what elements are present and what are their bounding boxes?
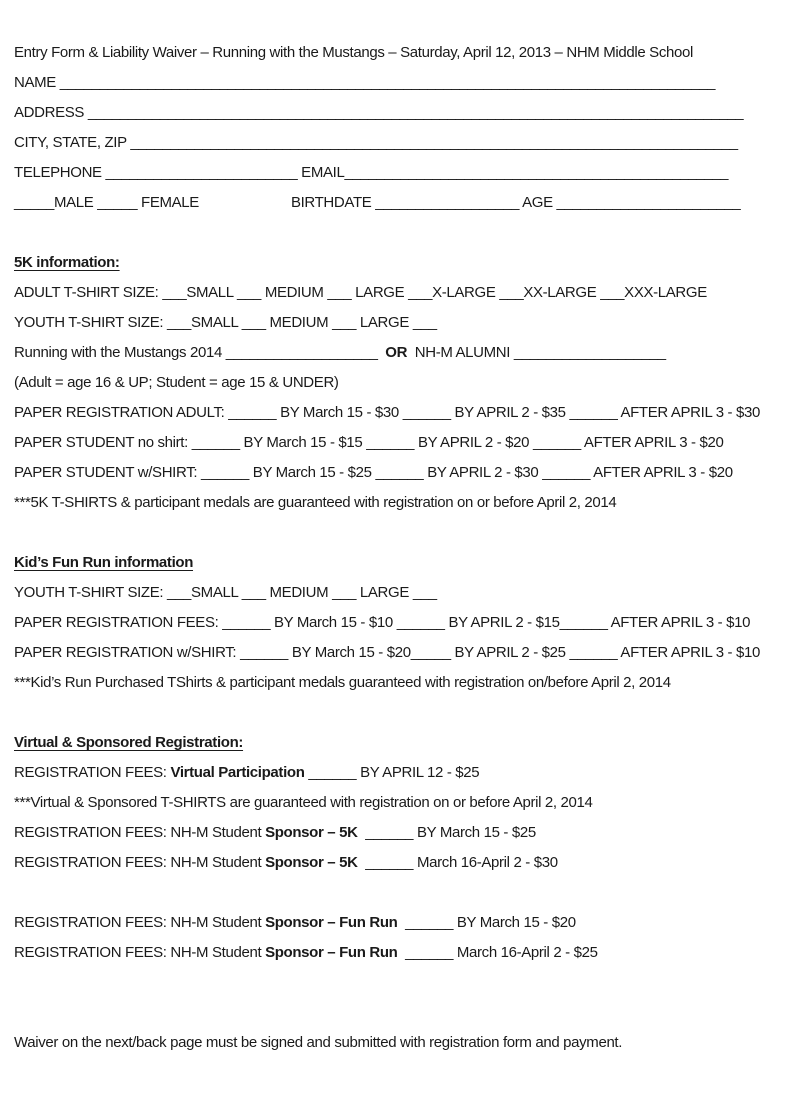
- age-blank: _______________________: [556, 194, 741, 211]
- fee-option: BY March 15 - $20: [453, 914, 576, 931]
- fee-blank: ______: [559, 614, 608, 631]
- size-option-x-large: X-LARGE: [432, 284, 500, 301]
- virtual-participation-label: Virtual Participation: [170, 764, 305, 781]
- kids-fun-run-heading-text: Kid’s Fun Run information: [14, 554, 194, 571]
- fee-option: BY March 15 - $25: [413, 824, 536, 841]
- mustangs-or-alumni-row: [14, 338, 772, 368]
- fee-blank: _____: [410, 644, 451, 661]
- sponsor-funrun-late-row: [14, 938, 772, 968]
- fee-option: AFTER APRIL 3 - $10: [617, 644, 760, 661]
- size-option-medium: MEDIUM: [261, 284, 328, 301]
- fee-blank: ______: [569, 404, 618, 421]
- fee-blank: ______: [365, 824, 414, 841]
- fee-blank: ______: [222, 614, 271, 631]
- fee-label: PAPER REGISTRATION ADULT:: [14, 404, 229, 421]
- telephone-label: TELEPHONE: [14, 164, 106, 181]
- fee-blank: ______: [405, 914, 454, 931]
- fee-blank: ______: [240, 644, 289, 661]
- adult-tshirt-size-row: [14, 278, 772, 308]
- size-blank: ___: [241, 314, 266, 331]
- fee-blank: ______: [191, 434, 240, 451]
- size-blank: ___: [412, 584, 437, 601]
- size-blank: ___: [237, 284, 261, 301]
- kids-guarantee-note: [14, 668, 772, 698]
- 5k-information-heading: [14, 248, 772, 278]
- fee-label: PAPER REGISTRATION FEES:: [14, 614, 223, 631]
- note-text: ***Virtual & Sponsored T-SHIRTS are guaranteed with registration on or before April 2, 2014: [14, 794, 593, 811]
- telephone-email-row: [14, 158, 772, 188]
- fee-option: BY March 15 - $10: [270, 614, 397, 631]
- sponsor-funrun-early-row: [14, 908, 772, 938]
- size-option-medium: MEDIUM: [265, 584, 333, 601]
- fee-blank: ______: [228, 404, 277, 421]
- fee-option: March 16-April 2 - $30: [413, 854, 558, 871]
- note-text: ***Kid’s Run Purchased TShirts & participant medals guaranteed with registration on/before April 2, 2014: [14, 674, 671, 691]
- fee-blank: ______: [532, 434, 581, 451]
- title-line: Entry Form & Liability Waiver – Running with the Mustangs – Saturday, April 12, 2013 – NHM Middle School: [14, 44, 693, 61]
- mustangs-2014-blank: ___________________: [225, 344, 378, 361]
- size-option-xxx-large: XXX-LARGE: [624, 284, 707, 301]
- youth-tshirt-size-row-5k: [14, 308, 772, 338]
- size-blank: ___: [408, 284, 433, 301]
- fee-blank: ______: [308, 764, 357, 781]
- fee-blank: ______: [542, 464, 591, 481]
- fee-option: BY March 15 - $25: [248, 464, 376, 481]
- sponsor-5k-label: Sponsor – 5K: [265, 824, 358, 841]
- fee-option: AFTER APRIL 3 - $20: [580, 434, 724, 451]
- nhm-alumni-blank: ___________________: [513, 344, 666, 361]
- name-label: NAME: [14, 74, 60, 91]
- size-option-small: SMALL: [186, 284, 238, 301]
- paper-registration-adult-row: [14, 398, 772, 428]
- size-blank: ___: [412, 314, 437, 331]
- fee-blank: ______: [402, 404, 451, 421]
- fee-blank: ______: [405, 944, 454, 961]
- youth-tshirt-size-row-kids: [14, 578, 772, 608]
- spacer-text: [397, 914, 405, 931]
- age-definition-row: [14, 368, 772, 398]
- address-row: [14, 98, 772, 128]
- spacer-text: [397, 944, 405, 961]
- size-option-xx-large: XX-LARGE: [523, 284, 601, 301]
- size-option-medium: MEDIUM: [265, 314, 333, 331]
- paper-student-shirt-row: [14, 458, 772, 488]
- fee-label: REGISTRATION FEES:: [14, 764, 171, 781]
- male-label: MALE: [53, 194, 98, 211]
- section-gap: [14, 518, 772, 548]
- city-state-zip-blank: ____________________________________________________________________________: [130, 134, 738, 151]
- section-gap: [14, 878, 772, 908]
- fee-option: BY APRIL 2 - $20: [414, 434, 533, 451]
- fee-option: March 16-April 2 - $25: [453, 944, 598, 961]
- size-blank: ___: [167, 584, 192, 601]
- address-blank: __________________________________________________________________________________: [87, 104, 744, 121]
- size-blank: ___: [332, 314, 357, 331]
- email-label: EMAIL: [297, 164, 345, 181]
- youth-tshirt-size-label: YOUTH T-SHIRT SIZE:: [14, 584, 168, 601]
- female-label: FEMALE: [137, 194, 199, 211]
- name-row: [14, 68, 772, 98]
- size-blank: ___: [499, 284, 524, 301]
- size-blank: ___: [162, 284, 187, 301]
- fee-option: BY March 15 - $30: [276, 404, 403, 421]
- size-blank: ___: [600, 284, 625, 301]
- city-state-zip-row: [14, 128, 772, 158]
- fee-label: REGISTRATION FEES: NH-M Student: [14, 944, 266, 961]
- 5k-guarantee-note: [14, 488, 772, 518]
- youth-tshirt-size-label: YOUTH T-SHIRT SIZE:: [14, 314, 168, 331]
- fee-option: BY APRIL 2 - $15: [444, 614, 560, 631]
- email-blank: ________________________________________________: [344, 164, 729, 181]
- fee-blank: ______: [366, 434, 415, 451]
- name-blank: __________________________________________________________________________________: [59, 74, 716, 91]
- sponsor-5k-late-row: [14, 848, 772, 878]
- size-blank: ___: [167, 314, 192, 331]
- or-label: OR: [385, 344, 408, 361]
- size-option-large: LARGE: [356, 584, 413, 601]
- fee-label: PAPER STUDENT no shirt:: [14, 434, 192, 451]
- fee-label: PAPER REGISTRATION w/SHIRT:: [14, 644, 241, 661]
- age-label: AGE: [519, 194, 557, 211]
- size-blank: ___: [332, 584, 357, 601]
- telephone-blank: ________________________: [105, 164, 298, 181]
- fee-label: REGISTRATION FEES: NH-M Student: [14, 914, 266, 931]
- sponsor-5k-label: Sponsor – 5K: [265, 854, 358, 871]
- size-blank: ___: [327, 284, 352, 301]
- nhm-alumni-label: NH-M ALUMNI: [407, 344, 514, 361]
- fee-blank: ______: [569, 644, 618, 661]
- section-gap: [14, 218, 772, 248]
- address-label: ADDRESS: [14, 104, 88, 121]
- fee-option: AFTER APRIL 3 - $30: [617, 404, 760, 421]
- fee-option: BY APRIL 2 - $35: [450, 404, 570, 421]
- section-gap: [14, 968, 772, 1028]
- sponsor-fun-run-label: Sponsor – Fun Run: [265, 944, 398, 961]
- age-definition-text: (Adult = age 16 & UP; Student = age 15 & UNDER): [14, 374, 339, 391]
- fee-blank: ______: [201, 464, 249, 481]
- birthdate-label: BIRTHDATE: [290, 194, 376, 211]
- fee-label: REGISTRATION FEES: NH-M Student: [14, 824, 266, 841]
- city-state-zip-label: CITY, STATE, ZIP: [14, 134, 131, 151]
- virtual-participation-row: [14, 758, 772, 788]
- waiver-note-row: [14, 1028, 772, 1058]
- sponsor-fun-run-label: Sponsor – Fun Run: [265, 914, 398, 931]
- fee-option: BY APRIL 12 - $25: [356, 764, 480, 781]
- fee-blank: ______: [396, 614, 445, 631]
- waiver-note-text: Waiver on the next/back page must be signed and submitted with registration form and payment.: [14, 1034, 623, 1051]
- size-option-small: SMALL: [191, 584, 242, 601]
- mustangs-2014-label: Running with the Mustangs 2014: [14, 344, 226, 361]
- fee-label: REGISTRATION FEES: NH-M Student: [14, 854, 266, 871]
- size-blank: ___: [241, 584, 266, 601]
- fee-option: AFTER APRIL 3 - $20: [590, 464, 733, 481]
- sponsor-5k-early-row: [14, 818, 772, 848]
- section-gap: [14, 698, 772, 728]
- female-blank: _____: [97, 194, 138, 211]
- virtual-sponsored-heading-text: Virtual & Sponsored Registration:: [14, 734, 244, 751]
- fee-blank: ______: [375, 464, 424, 481]
- virtual-sponsored-heading: [14, 728, 772, 758]
- fee-option: BY March 15 - $15: [239, 434, 367, 451]
- form-body: [14, 68, 772, 1058]
- fee-label: PAPER STUDENT w/SHIRT:: [14, 464, 201, 481]
- size-option-large: LARGE: [351, 284, 409, 301]
- fee-option: AFTER APRIL 3 - $10: [607, 614, 751, 631]
- size-option-small: SMALL: [191, 314, 242, 331]
- fee-option: BY APRIL 2 - $25: [450, 644, 570, 661]
- male-blank: _____: [14, 194, 54, 211]
- size-option-large: LARGE: [356, 314, 413, 331]
- kids-registration-fees-row: [14, 608, 772, 638]
- paper-student-noshirt-row: [14, 428, 772, 458]
- kids-fun-run-heading: [14, 548, 772, 578]
- virtual-guarantee-note: [14, 788, 772, 818]
- 5k-information-heading-text: 5K information:: [14, 254, 120, 271]
- adult-tshirt-size-label: ADULT T-SHIRT SIZE:: [14, 284, 163, 301]
- kids-registration-shirt-row: [14, 638, 772, 668]
- note-text: ***5K T-SHIRTS & participant medals are guaranteed with registration on or before April 2, 2014: [14, 494, 617, 511]
- gender-birthdate-age-row: [14, 188, 772, 218]
- birthdate-blank: __________________: [375, 194, 520, 211]
- fee-option: BY APRIL 2 - $30: [423, 464, 543, 481]
- fee-blank: ______: [365, 854, 414, 871]
- fee-option: BY March 15 - $20: [288, 644, 411, 661]
